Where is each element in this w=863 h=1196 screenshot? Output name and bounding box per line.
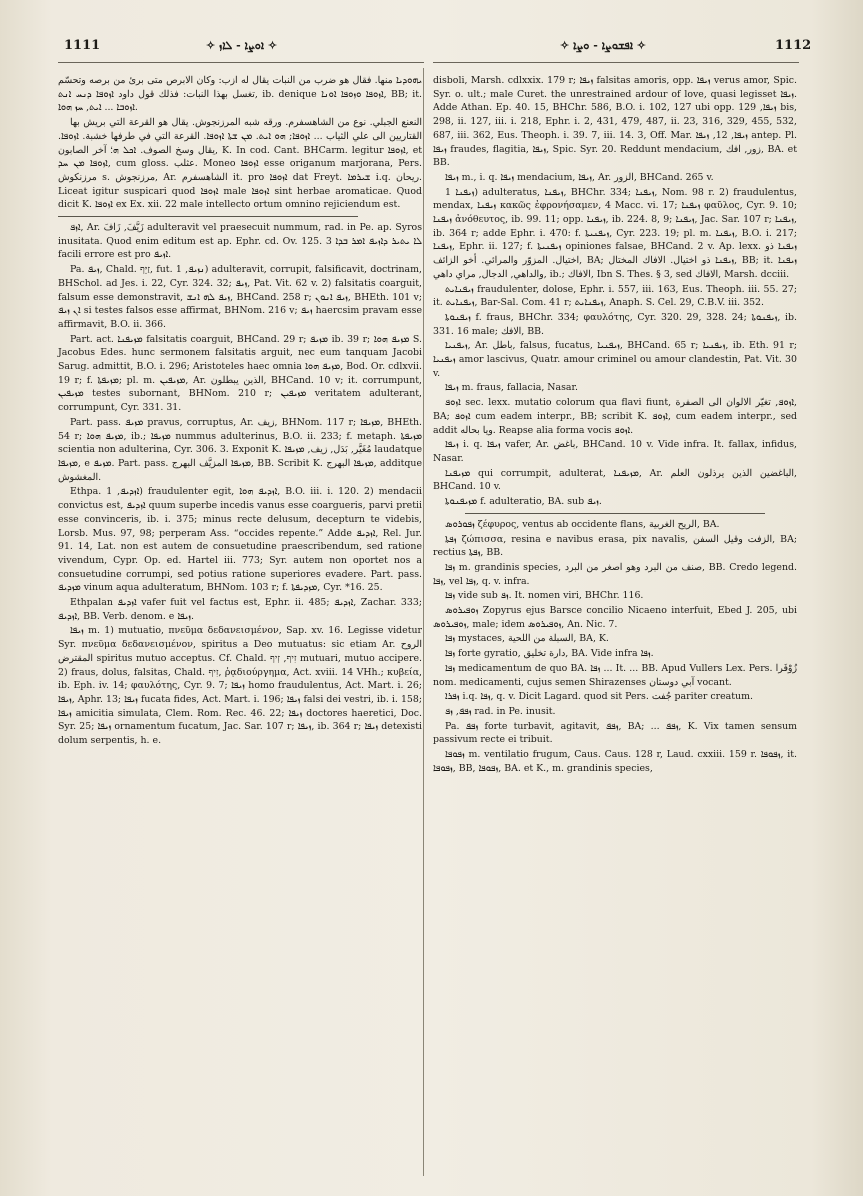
column-divider — [423, 68, 424, 1176]
entry-paragraph: ܡܙܝܦܢܐ qui corrumpit, adulterat, ܡܙܝܦܢܐ, Ar. الباغضين الذين يرذلون العلم, BHCand. 10 v. — [433, 467, 797, 493]
entry-paragraph: ܙܦܐ mystaces, السبلة من اللحية, BA, K. — [445, 633, 609, 645]
entry-paragraph: Ethpalan ܐܙܕܝܦ vafer fuit vel factus est, Ephr. ii. 485; ܐܙܕܝܦ, Zachar. 333; ܐܙܕܝܦ, BB. Verb. denom. e ܙܝܦܐ. — [58, 597, 422, 622]
entry-paragraph: ܐܙܘܦ sec. lexx. mutatio colorum qua flavi fiunt, ܐܙܘܦ, تغيّر الالوان الى الصفرة, BA; ܐܙܘܦ cum eadem interpr., BB; scribit K. ܐܙܘܦ, cum eadem interpr., sed addit ويا بحاله. Reapse alia forma vocis ܐܙܘܦ. — [433, 397, 798, 436]
entry-paragraph: ܙܦܐ m. grandinis species, صنف من البرد وهو اصغر من البرد, BB. Credo legend. ܙܦܐ, vel ܙܦܐ, q. v. infra. — [433, 561, 797, 587]
entry-paragraph: ܙܦܦ, ܙܦ rad. in Pe. inusit. — [445, 705, 556, 717]
entry-paragraph: Pa. ܙܦܦ forte turbavit, agitavit, ܙܦܦ, BA; ... ܙܦܦ, K. Vix tamen sensum passivum recte ei tribuit. — [433, 720, 797, 746]
page-number-left: 1111 — [64, 38, 101, 53]
entry-paragraph: ܙܦܐ forte gyratio, دارة تخليق, BA. Vide infra ܙܦܐ. — [445, 648, 654, 660]
entry-paragraph: ܡܙܝܦܢܘܬܐ f. adulteratio, BA. sub ܙܝܦ. — [445, 496, 602, 508]
entry-paragraph: ܙܝܦܐ i. q. ܙܝܦܐ vafer, Ar. باغض, BHCand. 10 v. Vide infra. It. fallax, infidus, Nasar. — [433, 439, 797, 464]
header-rule-right — [433, 62, 799, 63]
entry-paragraph: ܙܦܐ medicamentum de quo BA. ܙܦܐ ... It. ... BB. Apud Vullers Lex. Pers. زُوْفَرا nom. medicamenti, cujus semen Shirazenses آبي دوستان vocant. — [433, 662, 797, 688]
entry-paragraph: ܙܝܦܐ m. fraus, fallacia, Nasar. — [445, 382, 578, 394]
entry-separator — [58, 216, 358, 217]
entry-paragraph: Part. pass. ܡܙܝܦ pravus, corruptus, Ar. زيف, BHNom. 117 r; ܡܙܝܦܐ, BHEth. 54 r; ܡܙܝܦ ܗܘܐ, ib.; ܡܙܝܦܐ nummus adulterinus, B.O. ii. 233; f. metaph. ܡܙܝܦܬܐ scientia non adulterina, Cyr. 306. 3. Exponit K. مُغَيَّر, بَدَل, زيف, ܡܙܝܦܐ laudatque ܡܙܝܦܐ, e ܡܙܝܦ. Part. pass. ܡܙܝܦܐ المزيَّف البهرج, BB. Scribit K. ܡܙܝܦܐ البهرج, additque المغشوش. — [58, 416, 422, 483]
entry-paragraph: ܙܦܘܪܘܣ ζέφυρος, ventus ab occidente flans, الريح الغربية, BA. — [445, 518, 720, 530]
entry-paragraph: Ethpa. ܐܙܕܝܦ, 1) fraudulenter egit, ܐܙܕܝܦ ܗܘܐ, B.O. iii. i. 120. 2) mendacii convictus est, ܐܙܕܝܦ quum superbe incedis vanus esse coargueris, parvi pretii esse convinceris, ib. i. 375; minus recte delusum, decepturn te videbis, Lorsb. Mus. 97, 98; perperam Ass. “occides repente.” Adde ܐܙܕܝܦ, Rel. Jur. 91. 14, Lat. non est autem de consuetudine praescribendum, sed ratione vivendum, Cypr. Op. ed. Hartel iii. 773; Syr. autem non oportet nos a consuetudine corrumpi, sed potius ratione superiores evadere. Part. pass. ܡܙܕܝܦ vinum aqua adulteratum, BHNom. 103 r; f. ܡܙܕܝܦܬܐ, Cyr. *16. 25. — [58, 486, 422, 594]
entry-paragraph: ܙܦܐ vide sub ܙܦ. It. nomen viri, BHChr. 116. — [445, 590, 644, 602]
entry-paragraph: ܙܦܬܐ ζώπισσα, resina e navibus erasa, pix navalis, الزفت وقيل السفن, BA; rectius ܙܦܬܐ, BB. — [433, 533, 797, 559]
entry-paragraph: disboli, Marsh. cdlxxix. 179 r; ܙܝܦܐ falsitas amoris, opp. ܙܝܦܐ verus amor, Spic. Syr. o. ult.; male Curet. the unrestrained ardour of love, quasi legisset ܙܝܦܐ. Adde Athan. Ep. 40. 15, BHChr. 586, B.O. i. 102, 127 ubi opp. ܙܝܦܐ, 129 bis, 298, ii. 127, iii. i. 218, Ephr. i. 2, 431, 479, 487, ii. 23, 316, 329, 455, 532, 687, iii. 362, Eus. Theoph. i. 39. 7, iii. 14. 3, Off. Mar. ܙܝܦܐ, 12, ܙܝܦܐ antep. Pl. ܙܝܦܐ fraudes, flagitia, ܙܝܦܐ, Spic. Syr. 20. Reddunt mendacium, زور, افك, BA. et BB. — [433, 75, 798, 169]
entry-paragraph: ܙܘܦܝܪܘܣ Zopyrus ejus Barsce concilio Nicaeno interfuit, Ebed J. 205, ubi ܙܘܦܝܪܘܣ, male; idem ܙܘܦܝܪܘܣ, An. Nic. 7. — [433, 605, 797, 630]
entry-paragraph: ܙܦܘܦܐ m. ventilatio frugum, Caus. Caus. 128 r, Laud. cxxiii. 159 r. ܙܦܘܦܐ, it. ܙܦܘܦܐ, BB, ܙܦܘܦܐ, BA. et K., m. grandinis species, — [433, 749, 797, 774]
entry-paragraph: ܙܝܦܢܘܬܐ f. fraus, BHChr. 334; φαυλότης, Cyr. 320. 29, 328. 24; ܙܝܦܢܘܬܐ, ib. 331. 16 male; الافك, BB. — [433, 311, 797, 337]
left-column — [58, 74, 422, 749]
page-header — [0, 36, 863, 58]
entry-paragraph: ܙܦܪܐ i.q. ܙܦܐ, q. v. Dicit Lagard. quod sit Pers. جُفت pariter creatum. — [445, 691, 753, 703]
entry-paragraph: Pa. ܙܝܦ, Chald. זַיֵּף, fut. ܢܙܝܦ, 1) adulteravit, corrupit, falsificavit, doctrinam, BHSchol. ad Jes. i. 22, Cyr. 324. 32; ܙܝܦ, Pat. Vit. 62 v. 2) falsitatis coarguit, falsum esse demonstravit, ܙܝܦ ܠܗ ܐܢܫ, BHCand. 258 r; ܙܝܦ ܐܢܘܢ, BHEth. 101 v; ܐܢ ܙܝܦ si testes falsos esse affirmat, BHNom. 216 v; ܙܝܦ haercsim pravam esse affirmavit, B.O. ii. 366. — [58, 264, 423, 330]
entry-paragraph: ܝܗܘܕܝܐ منها. فقال هو ضرب من النبات يقال له ازب: وكان الابرص متى برئ من برصه وتحسّم تغسل بهذا النبات: فذلك قول داود ܐܙܘܦܐ ܕܢܚ ܐܢܬ, ib. denique ܐܙܘܦܐ ܘܙܘܦܐ ܐܘܢܐ, BB; it. ܐܙܘܒܐ ... ܐܝܬ, ܚܙ ܗܘܐ. — [58, 75, 422, 114]
entry-paragraph: ܙܝܦܐ m., i. q. ܙܝܦܐ mendacium, ܙܝܦܐ, Ar. الزور, BHCand. 265 v. — [445, 171, 714, 183]
entry-paragraph: ܙܝܦܢܝܐ, Ar. باطل, falsus, fucatus, ܙܝܦܢܝܐ, BHCand. 65 r; ܙܝܦܢܝܐ, ib. Eth. 91 r; ܙܝܦܢܝܐ amor lascivus, Quatr. amour criminel ou amour clandestin, Pat. Vit. 30 v. — [433, 340, 797, 379]
entry-paragraph: النعنع الجبلي. نوع من الشاهسفرم. ورقه شبه المرزنجوش. يقال هو القرعة التي بريش بها القتاريين الى علي الثياب ... ܐܙܘܦܐ; ܗܘ ܐܝܬ. ܡܢ ܫܬܐ ܐܙܘܦܐ. القرعة التي في طرفها خشبة. ܐܙܘܦܐ. يقال وسخ الصوف. ܐܟܠ ܗ؛ آخر الصابون, K. In cod. Cant. BHCarm. legitur ܐܙܘܦܐ, et ܐܙܘܦܐ ܡܢ ܚܕ, cum gloss. عثلب. Moneo ܐܙܘܦܐ esse origanum marjorana, Pers. مرزنكوش s. مرزنجوش, Ar. الشاهسفرم it. pro ܐܙܘܦܐ dat Freyt. ܫܝܪܡܐ i.q. ريحان. Liceat igitur suspicari quod ܐܙܘܦܐ male ܐܙܘܦܐ sint herbae aromaticae. Quod dicit K. ܐܙܘܦܐ ex Ex. xii. 22 male intellecto ortum omnino rejiciendum est. — [58, 117, 423, 211]
entry-separator — [465, 513, 765, 514]
right-column — [433, 74, 797, 776]
entry-paragraph: ܙܝܦܢܐ 1) adulteratus, ܙܝܦܢܐ, BHChr. 334; ܙܝܦܢܐ, Nom. 98 r. 2) fraudulentus, mendax, ܙܝܦܢܐ κακῶς ἐφρονήσαμεν, 4 Macc. vi. 17; ܙܝܦܢܐ φαῦλος, Cyr. 9. 10; ܙܝܦܢܐ ἀνόθευτος, ib. 99. 11; opp. ܙܝܦܢܐ, ib. 224. 8, 9; ܙܝܦܢܐ, Jac. Sar. 107 r; ܙܝܦܢܐ, ib. 364 r; adde Ephr. i. 470: f. ܙܝܦܢܝܬܐ, Cyr. 223. 19; pl. m. ܙܝܦܢܐ, B.O. i. 217; ܙܝܦܢܐ, Ephr. ii. 127; f. ܙܝܦܢܝܬܐ opiniones falsae, BHCand. 2 v. Ap. lexx. ܙܝܦܢܐ ذو اختيال. المزوّر والمرائي. أخو الزائف, BA; ܙܝܦܢܐ ذو اختيال. الافاك المختال, BB; it. ܙܝܦܢܐ والداهي, الدجال, مراي داهي, ib.; الافاك, Ibn S. Thes. § 3, sed الافاك, Marsh. dcciii. — [433, 186, 797, 280]
running-head-left: ✧ ܐܘܨܐ - ܠܐܙ ✧ — [206, 39, 278, 52]
entry-paragraph: ܙܝܦܢܐܝܬ fraudulenter, dolose, Ephr. i. 557, iii. 163, Eus. Theoph. iii. 55. 27; it. ܙܝܦܢܐܝܬ, Bar-Sal. Com. 41 r; ܙܝܦܢܐܝܬ, Anaph. S. Cel. 29, C.B.V. iii. 352. — [433, 283, 797, 309]
entry-paragraph: Part. act. ܡܙܝܦܢܐ falsitatis coarguit, BHCand. 29 r; ܡܙܝܦ ib. 39 r; ܡܙܝܦ ܗܘܐ S. Jacobus Edes. hunc sermonem falsitatis arguit, nec eum tanquam Jacobi Sarug. admittit, B.O. i. 296; Aristoteles haec omnia ܡܙܝܦ ܗܘܐ, Bod. Or. cdlxvii. 19 r; f. ܡܙܝܦܬܐ; pl. m. ܡܙܝܦܝܢ, Ar. الذين يبطلون, BHCand. 10 v; it. corrumpunt, ܡܙܝܦܝܢ testes subornant, BHNom. 210 r; ܡܙܝܦܝܢ veritatem adulterant, corrumpunt, Cyr. 331. 31. — [58, 333, 423, 414]
entry-paragraph: ܙܝܦܐ m. 1) mutuatio, πνεῦμα δεδανεισμένον, Sap. xv. 16. Legisse videtur Syr. πνεῦμα δεδανεισμένον, spiritus a Deo mutuatus: sic etiam Ar. الروح المقترض spiritus mutuo acceptus. Cf. Chald. זִיף, זְיף mutuari, mutuo accipere. 2) fraus, dolus, falsitas, Chald. זִיף, ῥᾳδιούργημα, Act. xviii. 14 VHh.; κυβεία, ib. Eph. iv. 14; φαυλότης, Cyr. 9. 7; ܙܝܦܐ homo fraudulentus, Act. Mart. i. 26; ܙܝܦܐ, Aphr. 13; ܙܝܦܐ fucata fides, Act. Mart. i. 196; ܙܝܦܐ falsi dei vestri, ib. i. 158; ܙܝܦܐ amicitia simulata, Clem. Rom. Rec. 46. 22; ܙܝܦܐ doctores haeretici, Doc. Syr. 25; ܙܝܦܐ ornamentum fucatum, Jac. Sar. 107 r; ܙܝܦܐ, ib. 364 r; ܙܝܦܐ detexisti dolum serpentis, h. e. — [58, 625, 423, 747]
header-rule-left — [58, 62, 424, 63]
running-head-right: ✧ ܐܦܫܘܨܐ - ܘܨܐ ✧ — [560, 39, 646, 52]
page-number-right: 1112 — [775, 38, 812, 53]
entry-paragraph: ܐܙܦ, Ar. زَيَّفَ, زَافَ adulteravit vel praesecuit nummum, rad. in Pe. ap. Syros inusitata. Quod enim editum est ap. Ephr. cd. Ov. 125. 3 ܠܐ ܝܬܝܪ ܕܐܙܝܦ ܐܡܪ ܒܕܐ facili errore est pro ܐܙܝܦ. — [58, 222, 423, 261]
